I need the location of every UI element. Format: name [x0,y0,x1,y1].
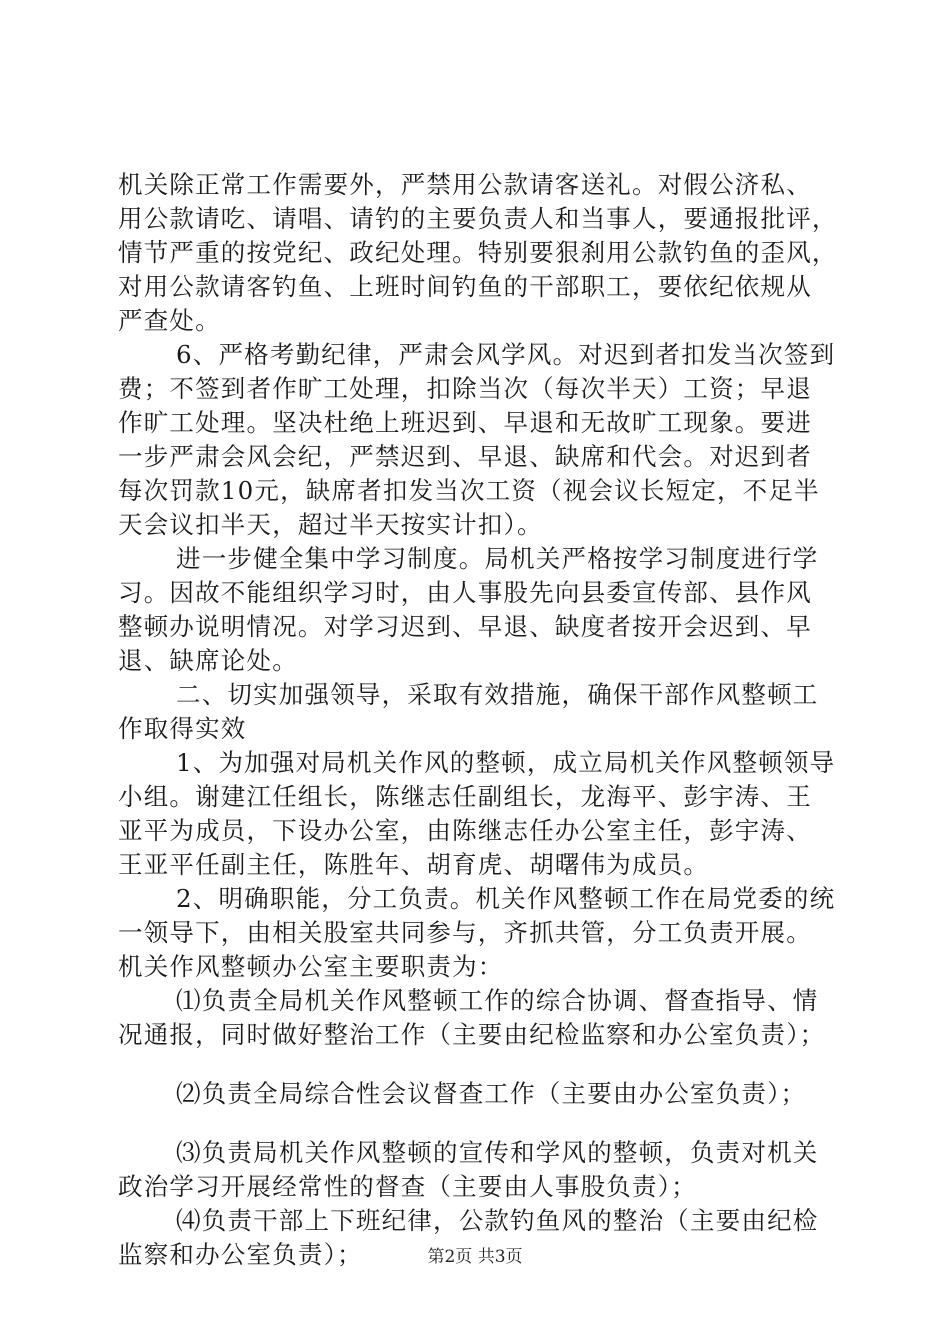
text-line: 一领导下，由相关股室共同参与，齐抓共管，分工负责开展。 [118,918,812,947]
text-line: 每次罚款10元，缺席者扣发当次工资（视会议长短定，不足半 [118,476,820,505]
text-line: 天会议扣半天，超过半天按实计扣）。 [118,510,543,539]
text-line: 整顿办说明情况。对学习迟到、早退、缺度者按开会迟到、早 [118,612,812,641]
text-line: 监察和办公室负责）； [118,1240,363,1269]
text-line: 机关除正常工作需要外，严禁用公款请客送礼。对假公济私、 [118,170,812,199]
text-line: 进一步健全集中学习制度。局机关严格按学习制度进行学 [176,544,819,573]
text-line: 况通报，同时做好整治工作（主要由纪检监察和办公室负责）； [118,1020,826,1049]
text-line: 作旷工处理。坚决杜绝上班迟到、早退和无故旷工现象。要进 [118,408,812,437]
text-line: 一步严肃会风会纪，严禁迟到、早退、缺席和代会。对迟到者 [118,442,812,471]
text-line: 用公款请吃、请唱、请钓的主要负责人和当事人，要通报批评， [118,204,838,233]
text-line: 1、为加强对局机关作风的整顿，成立局机关作风整顿领导 [176,748,836,777]
text-line: ⑵负责全局综合性会议督查工作（主要由办公室负责）； [176,1079,807,1108]
text-line: 退、缺席论处。 [118,646,298,675]
text-line: 严查处。 [118,306,221,335]
text-line: 小组。谢建江任组长，陈继志任副组长，龙海平、彭宇涛、王 [118,782,812,811]
text-line: ⑶负责局机关作风整顿的宣传和学风的整顿，负责对机关 [176,1138,819,1167]
text-line: 6、严格考勤纪律，严肃会风学风。对迟到者扣发当次签到 [176,340,836,369]
text-line: ⑴负责全局机关作风整顿工作的综合协调、督查指导、情 [176,986,819,1015]
text-line: 作取得实效 [118,714,247,743]
text-line: ⑷负责干部上下班纪律，公款钓鱼风的整治（主要由纪检 [176,1206,819,1235]
text-line: 情节严重的按党纪、政纪处理。特别要狠刹用公款钓鱼的歪风， [118,238,838,267]
text-line: 对用公款请客钓鱼、上班时间钓鱼的干部职工，要依纪依规从 [118,272,812,301]
text-line: 二、切实加强领导，采取有效措施，确保干部作风整顿工 [176,680,819,709]
text-line: 王亚平任副主任，陈胜年、胡育虎、胡曙伟为成员。 [118,850,710,879]
text-line: 机关作风整顿办公室主要职责为： [118,952,504,981]
text-line: 习。因故不能组织学习时，由人事股先向县委宣传部、县作风 [118,578,812,607]
text-line: 2、明确职能，分工负责。机关作风整顿工作在局党委的统 [176,884,836,913]
text-line: 政治学习开展经常性的督查（主要由人事股负责）； [118,1172,697,1201]
text-line: 费；不签到者作旷工处理，扣除当次（每次半天）工资；早退 [118,374,812,403]
text-line: 亚平为成员，下设办公室，由陈继志任办公室主任，彭宇涛、 [118,816,812,845]
page-footer: 第2页 共3页 [427,1247,523,1267]
